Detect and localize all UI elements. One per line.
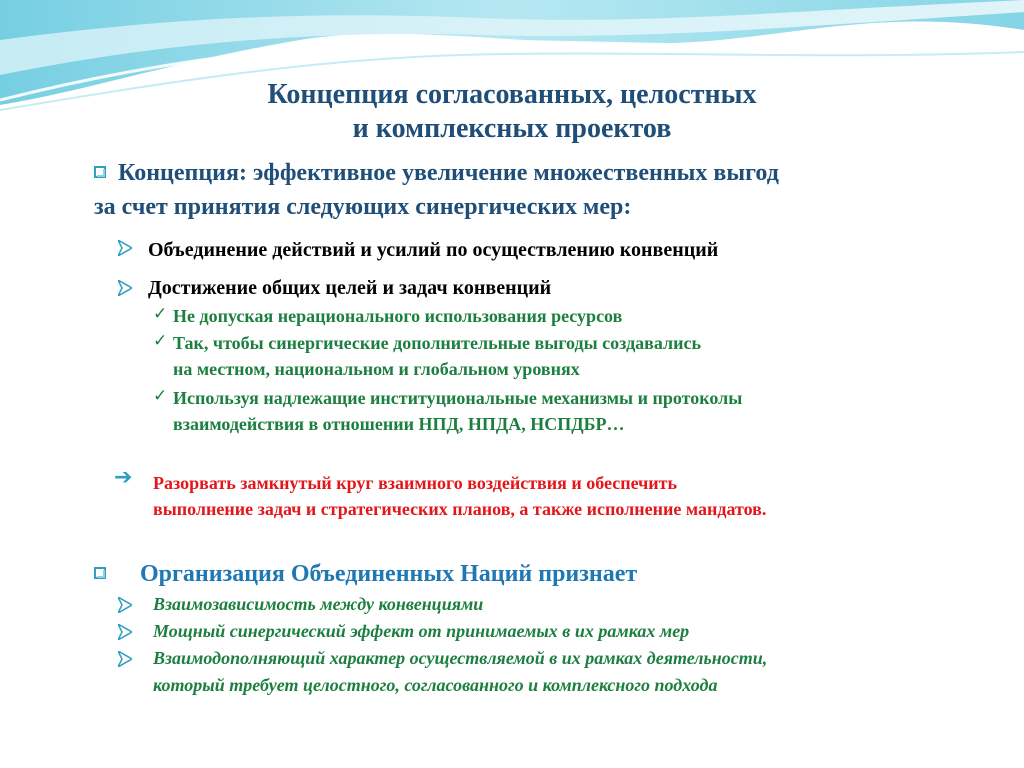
slide-title-line-2: и комплексных проектов <box>352 113 672 144</box>
check-item-1: Не допуская нерационального использования ресурсов <box>173 306 623 326</box>
checkmark-icon: ✓ <box>153 331 168 351</box>
checkmark-icon: ✓ <box>153 386 168 406</box>
check-item-2-line-2: на местном, национальном и глобальном уровнях <box>173 359 580 379</box>
square-bullet-icon <box>94 567 106 579</box>
un-heading: Организация Объединенных Наций признает <box>140 561 638 587</box>
square-bullet-icon <box>94 166 106 178</box>
un-item: Взаимодополняющий характер осуществляемой в их рамках деятельности, <box>153 648 768 668</box>
arrowhead-bullet-icon <box>118 624 132 640</box>
arrowhead-bullet-icon <box>118 240 132 256</box>
measure-item: Достижение общих целей и задач конвенций <box>148 277 552 299</box>
concept-line-2: за счет принятия следующих синергических мер: <box>94 194 632 220</box>
arrowhead-bullet-icon <box>118 651 132 667</box>
un-item-continuation: который требует целостного, согласованного и комплексного подхода <box>153 675 718 695</box>
measure-item: Объединение действий и усилий по осуществлению конвенций <box>148 239 719 261</box>
check-item-3-line-1: Используя надлежащие институциональные механизмы и протоколы <box>173 388 743 408</box>
check-item-3-line-2: взаимодействия в отношении НПД, НПДА, НСПДБР… <box>173 414 625 434</box>
checkmark-icon: ✓ <box>153 304 168 324</box>
arrow-right-icon: ➔ <box>114 465 133 490</box>
slide-title-line-1: Концепция согласованных, целостных <box>267 79 757 110</box>
break-cycle-line-1: Разорвать замкнутый круг взаимного воздействия и обеспечить <box>153 473 678 493</box>
slide-title <box>0 78 1024 146</box>
un-item: Мощный синергический эффект от принимаемых в их рамках мер <box>153 621 690 641</box>
break-cycle-line-2: выполнение задач и стратегических планов, а также исполнение мандатов. <box>153 499 767 519</box>
arrowhead-bullet-icon <box>118 280 132 296</box>
check-item-2-line-1: Так, чтобы синергические дополнительные выгоды создавались <box>173 333 702 353</box>
un-item: Взаимозависимость между конвенциями <box>153 594 484 614</box>
arrowhead-bullet-icon <box>118 597 132 613</box>
concept-line-1: Концепция: эффективное увеличение множественных выгод <box>118 160 779 186</box>
